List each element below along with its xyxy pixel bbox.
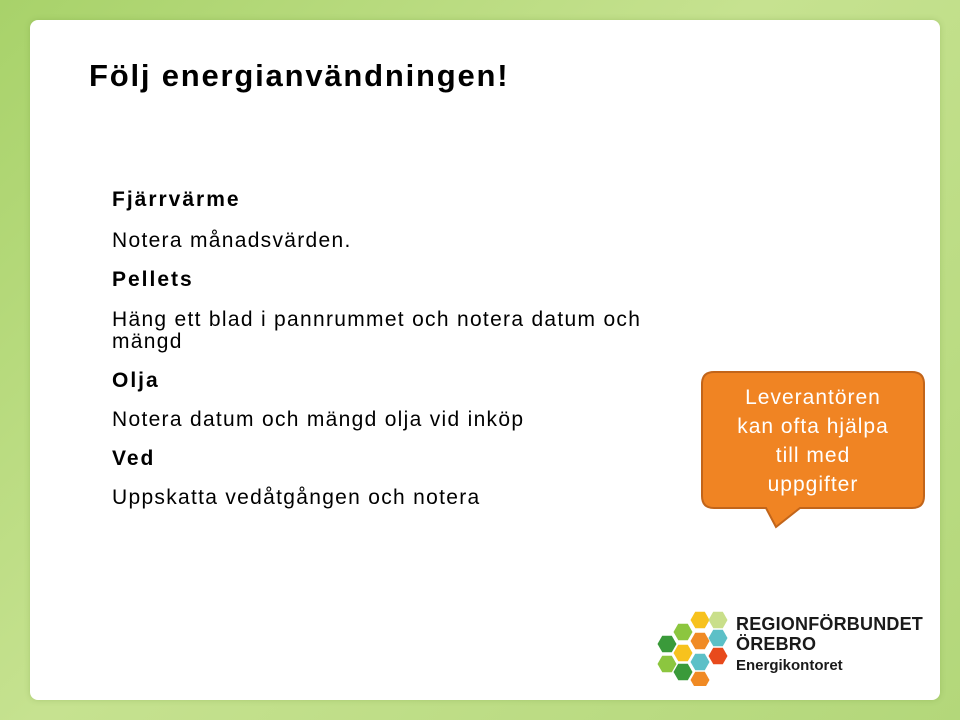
logo-hexagon-10 (658, 656, 677, 672)
slide-panel (30, 20, 940, 700)
logo-text (736, 614, 923, 678)
text-pellets-line1: Häng ett blad i pannrummet och notera datum och (112, 308, 642, 331)
heading-pellets: Pellets (112, 268, 194, 291)
heading-olja: Olja (112, 369, 160, 392)
callout-bubble (700, 370, 926, 530)
slide-title: Följ energianvändningen! (89, 58, 510, 93)
regionforbundet-logo (650, 606, 923, 686)
text-fjarrvarme: Notera månadsvärden. (112, 229, 352, 252)
callout-line-1: Leverantören (745, 386, 881, 409)
logo-hexagon-2 (709, 612, 728, 628)
logo-hexagon-1 (691, 612, 710, 628)
logo-hexagon-12 (691, 672, 710, 686)
logo-hexagon-4 (691, 633, 710, 649)
logo-hexagon-11 (674, 664, 693, 680)
logo-line-1: REGIONFÖRBUNDET (736, 614, 923, 634)
heading-ved: Ved (112, 447, 156, 470)
logo-hexagon-7 (674, 645, 693, 661)
logo-line-3: Energikontoret (736, 657, 843, 674)
text-olja: Notera datum och mängd olja vid inköp (112, 408, 525, 431)
logo-hexagon-5 (709, 630, 728, 646)
text-ved: Uppskatta vedåtgången och notera (112, 486, 481, 509)
heading-fjarrvarme: Fjärrvärme (112, 188, 241, 211)
logo-line-2: ÖREBRO (736, 634, 817, 654)
text-pellets-line2: mängd (112, 330, 183, 353)
callout-line-3: till med (775, 444, 851, 467)
logo-hexagon-3 (674, 624, 693, 640)
callout-text (706, 383, 920, 499)
logo-hexagon-icon (650, 606, 734, 686)
logo-hexagon-6 (658, 636, 677, 652)
callout-line-2: kan ofta hjälpa (737, 415, 889, 438)
logo-hexagon-9 (709, 648, 728, 664)
callout-line-4: uppgifter (767, 473, 859, 496)
logo-hexagon-8 (691, 654, 710, 670)
